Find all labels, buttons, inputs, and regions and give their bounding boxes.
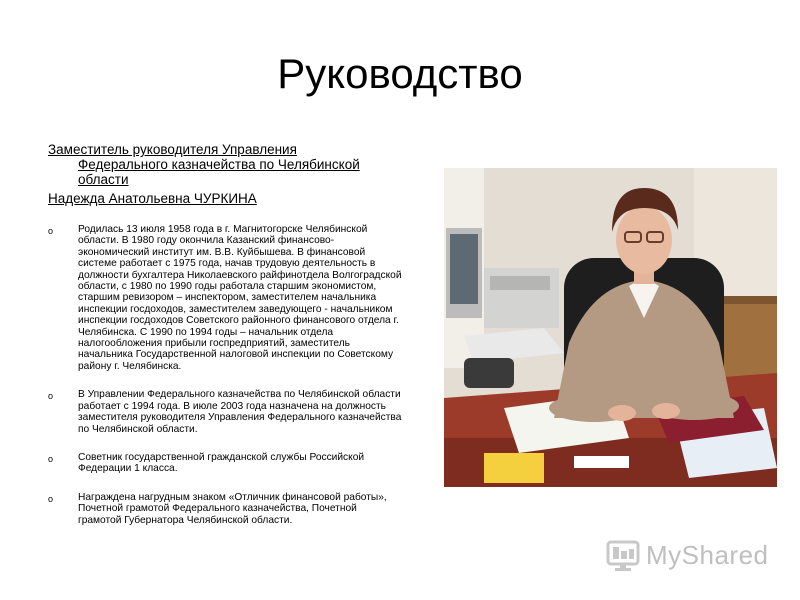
position-title: Заместитель руководителя Управления Федерального казначейства по Челябинской области [48, 142, 360, 187]
watermark-text: MyShared [646, 539, 769, 570]
office-photo-illustration [444, 168, 777, 487]
bullet-marker: o [48, 226, 54, 236]
list-item [48, 492, 403, 526]
bullet-text: Советник государственной гражданской службы Российской Федерации 1 класса. [78, 451, 365, 475]
bullet-text: В Управлении Федерального казначейства по Челябинской области работает с 1994 года. В июле 2003 года назначена на должность заместителя руководителя Управления Федерального казначейства по Челябинской области. [78, 389, 402, 435]
biography-list [48, 224, 403, 543]
list-item [48, 224, 403, 372]
myshared-logo-icon [606, 538, 640, 572]
list-item [48, 452, 403, 475]
list-item [48, 389, 403, 435]
person-name: Надежда Анатольевна ЧУРКИНА [48, 191, 257, 206]
bullet-text: Родилась 13 июля 1958 года в г. Магнитогорске Челябинской области. В 1980 году окончила Казанский финансово-экономический институт им. В.В. Куйбышева. В финансовой системе работает с 1975 года, начав трудовую деятельность в должности бухгалтера Николаевского райфинотдела Волгоградской области, с 1980 по 1990 годы работала старшим экономистом, старшим ревизором – инспектором, заместителем начальника инспекции госдоходов, заместителем заведующего - начальником инспекции госдоходов Советского районного финансового отдела г. Челябинска. С 1990 по 1994 годы – начальник отдела налогообложения прибыли госпредприятий, заместитель начальника Государственной налоговой инспекции по Советскому району г. Челябинска. [78, 224, 402, 372]
slide-title: Руководство [277, 50, 523, 97]
bullet-marker: o [48, 493, 54, 504]
bullet-marker: o [48, 453, 54, 464]
watermark [606, 535, 769, 575]
bullet-marker: o [48, 391, 54, 402]
bullet-text: Награждена нагрудным знаком «Отличник финансовой работы», Почетной грамотой Федерального казначейства, Почетной грамотой Губернатора Челябинской области. [78, 491, 387, 526]
portrait-photo [444, 168, 777, 487]
